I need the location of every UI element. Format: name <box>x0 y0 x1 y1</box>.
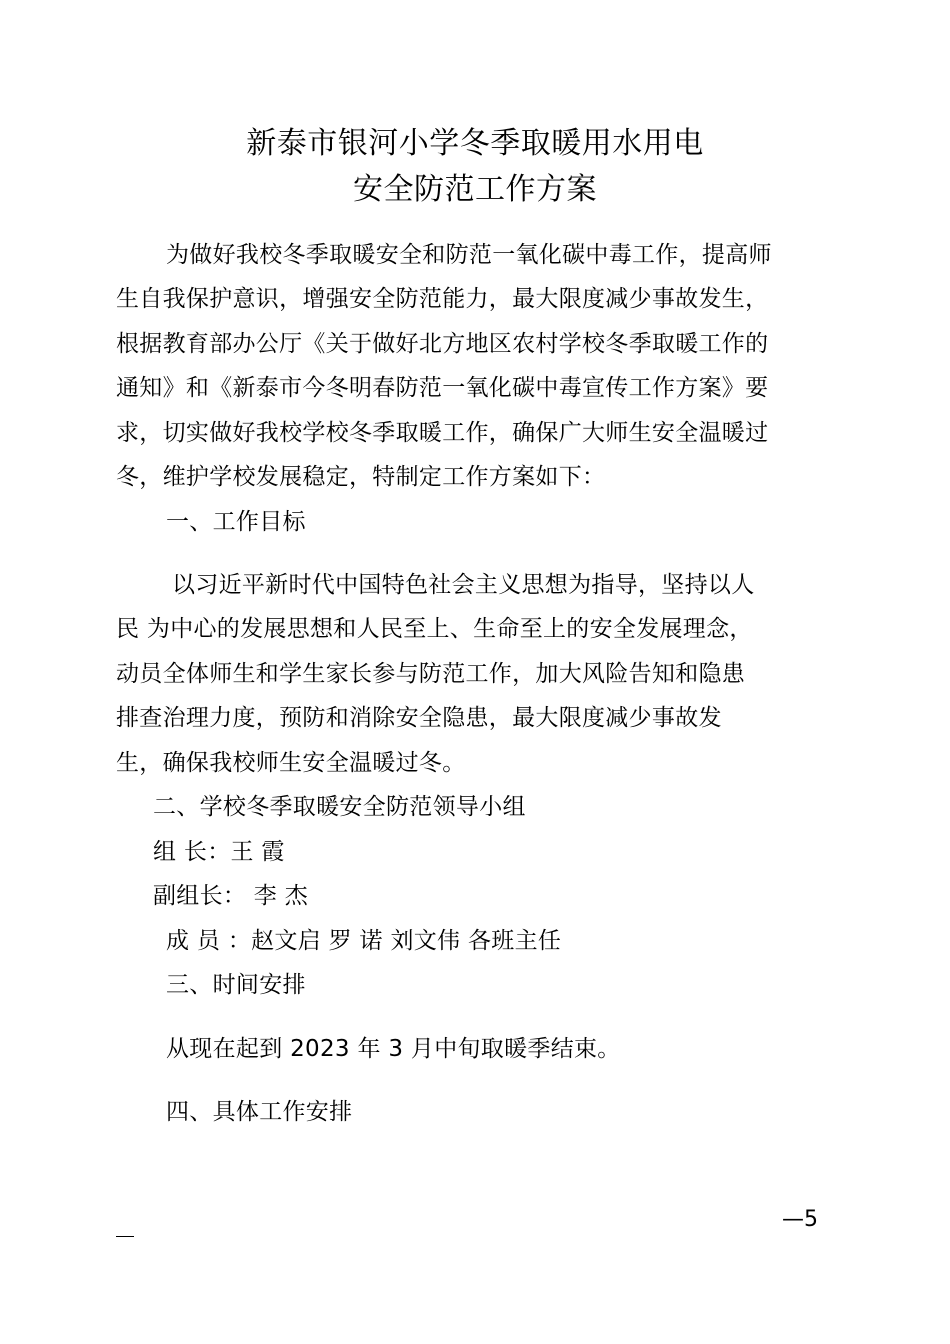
title-line-2: 安全防范工作方案 <box>353 172 597 207</box>
title-line-1: 新泰市银河小学冬季取暖用水用电 <box>246 126 704 161</box>
intro-line: 为做好我校冬季取暖安全和防范一氧化碳中毒工作，提高师 <box>166 242 772 268</box>
footer-rule <box>116 1236 134 1237</box>
intro-line: 冬，维护学校发展稳定，特制定工作方案如下： <box>116 464 606 490</box>
intro-line: 根据教育部办公厅《关于做好北方地区农村学校冬季取暖工作的 <box>116 331 769 357</box>
members-line: 成 员 ：赵文启 罗 诺 刘文伟 各班主任 <box>166 928 562 954</box>
deputy-leader-line: 副组长： 李 杰 <box>153 883 309 909</box>
section-1-line: 民 为中心的发展思想和人民至上、生命至上的安全发展理念， <box>116 616 753 642</box>
section-3-body: 从现在起到 2023 年 3 月中旬取暖季结束。 <box>166 1036 621 1062</box>
intro-line: 生自我保护意识，增强安全防范能力，最大限度减少事故发生， <box>116 286 769 312</box>
intro-line: 求，切实做好我校学校冬季取暖工作，确保广大师生安全温暖过 <box>116 420 769 446</box>
section-1-line: 生，确保我校师生安全温暖过冬。 <box>116 750 466 776</box>
section-3-heading: 三、时间安排 <box>166 972 306 998</box>
section-4-heading: 四、具体工作安排 <box>166 1099 353 1125</box>
section-1-line: 以习近平新时代中国特色社会主义思想为指导，坚持以人 <box>172 572 755 598</box>
section-1-line: 动员全体师生和学生家长参与防范工作，加大风险告知和隐患 <box>116 661 746 687</box>
section-2-heading: 二、学校冬季取暖安全防范领导小组 <box>153 794 526 820</box>
section-1-heading: 一、工作目标 <box>166 509 306 535</box>
page-number: —5 <box>782 1207 818 1232</box>
intro-line: 通知》和《新泰市今冬明春防范一氧化碳中毒宣传工作方案》要 <box>116 375 769 401</box>
section-1-line: 排查治理力度，预防和消除安全隐患，最大限度减少事故发 <box>116 705 722 731</box>
leader-line: 组 长：王 霞 <box>153 839 285 865</box>
